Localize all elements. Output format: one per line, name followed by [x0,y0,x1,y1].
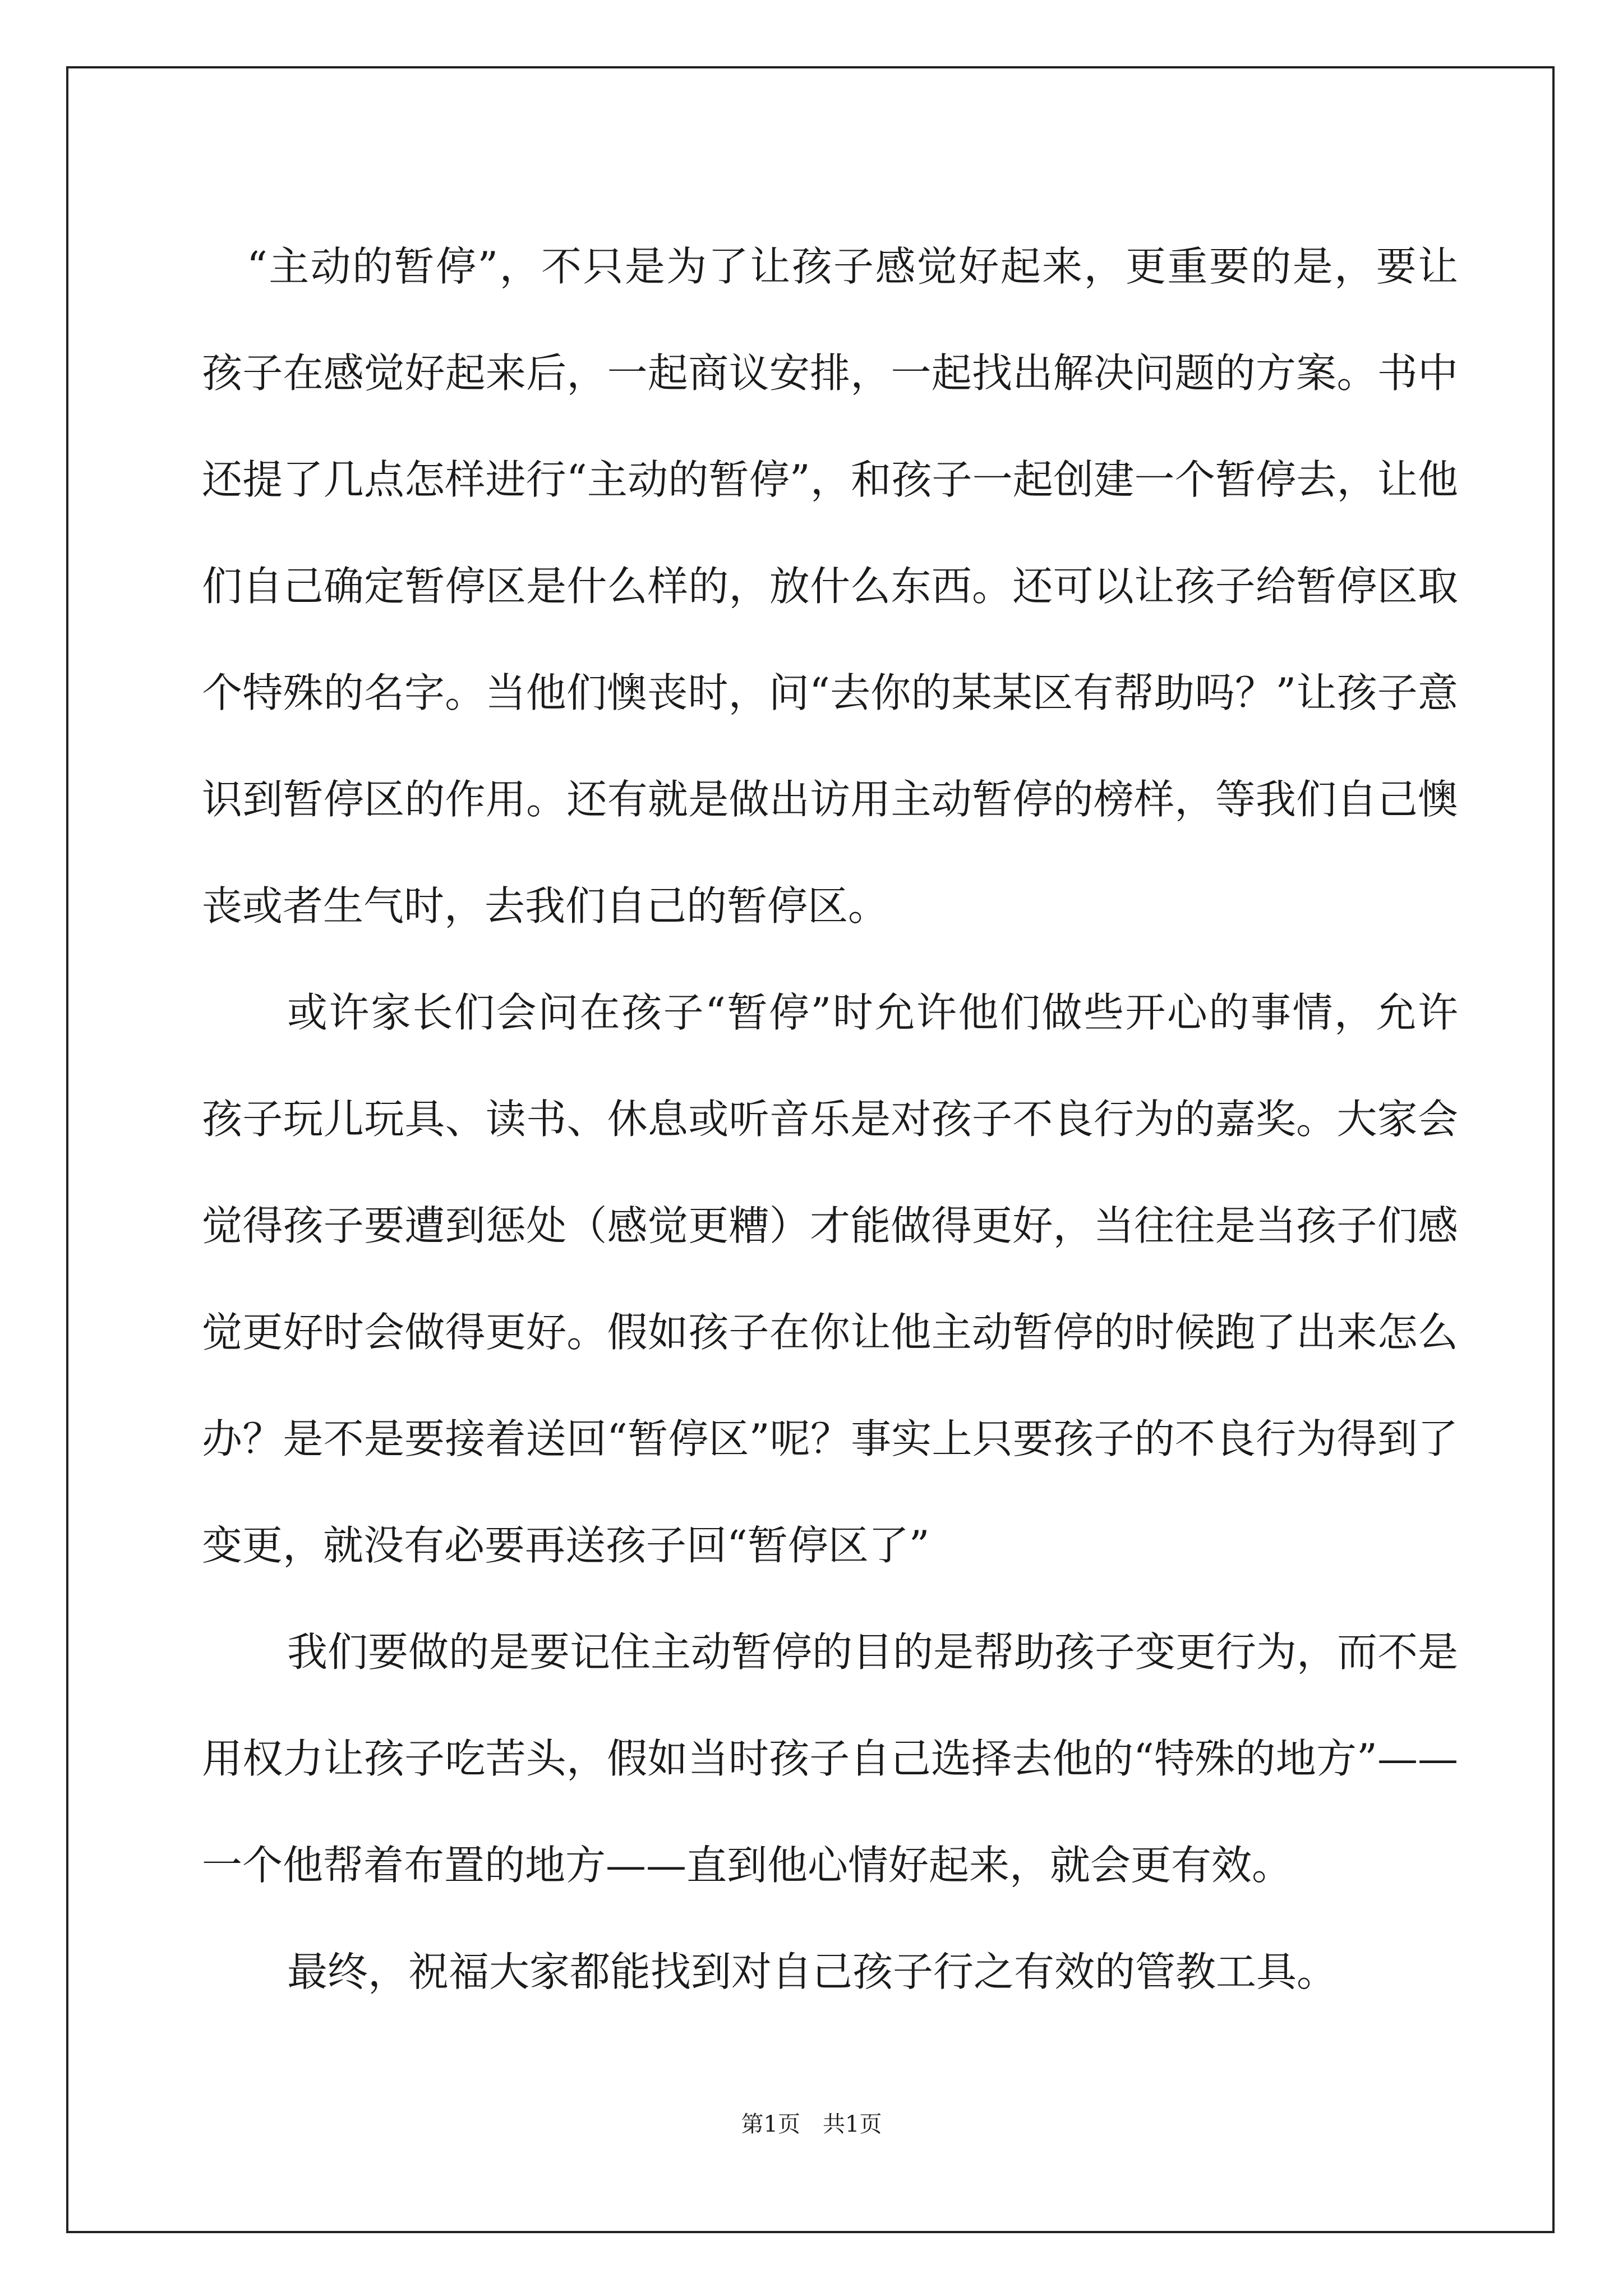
document-body [202,213,1458,2025]
paragraph-4: 最终，祝福大家都能找到对自己孩子行之有效的管教工具。 [287,1948,1338,1995]
paragraph-2: 或许家长们会问在孩子“暂停”时允许他们做些开心的事情，允许孩子玩儿玩具、读书、休息或听音乐是对孩子不良行为的嘉奖。大家会觉得孩子要遭到惩处（感觉更糟）才能做得更好，当往往是当孩子们感觉更好时会做得更好。假如孩子在你让他主动暂停的时候跑了出来怎么办？是不是要接着送回“暂停区”呢？事实上只要孩子的不良行为得到了变更，就没有必要再送孩子回“暂停区了” [202,989,1458,1569]
paragraph-1: “主动的暂停”，不只是为了让孩子感觉好起来，更重要的是，要让孩子在感觉好起来后，一起商议安排，一起找出解决问题的方案。书中还提了几点怎样进行“主动的暂停”，和孩子一起创建一个暂停去，让他们自己确定暂停区是什么样的，放什么东西。还可以让孩子给暂停区取个特殊的名字。当他们懊丧时，问“去你的某某区有帮助吗？”让孩子意识到暂停区的作用。还有就是做出访用主动暂停的榜样，等我们自己懊丧或者生气时，去我们自己的暂停区。 [202,243,1458,930]
page-number-footer: 第1页 共1页 [741,2111,882,2137]
paragraph-3: 我们要做的是要记住主动暂停的目的是帮助孩子变更行为，而不是用权力让孩子吃苦头，假如当时孩子自己选择去他的“特殊的地方”——一个他帮着布置的地方——直到他心情好起来，就会更有效。 [202,1628,1459,1889]
